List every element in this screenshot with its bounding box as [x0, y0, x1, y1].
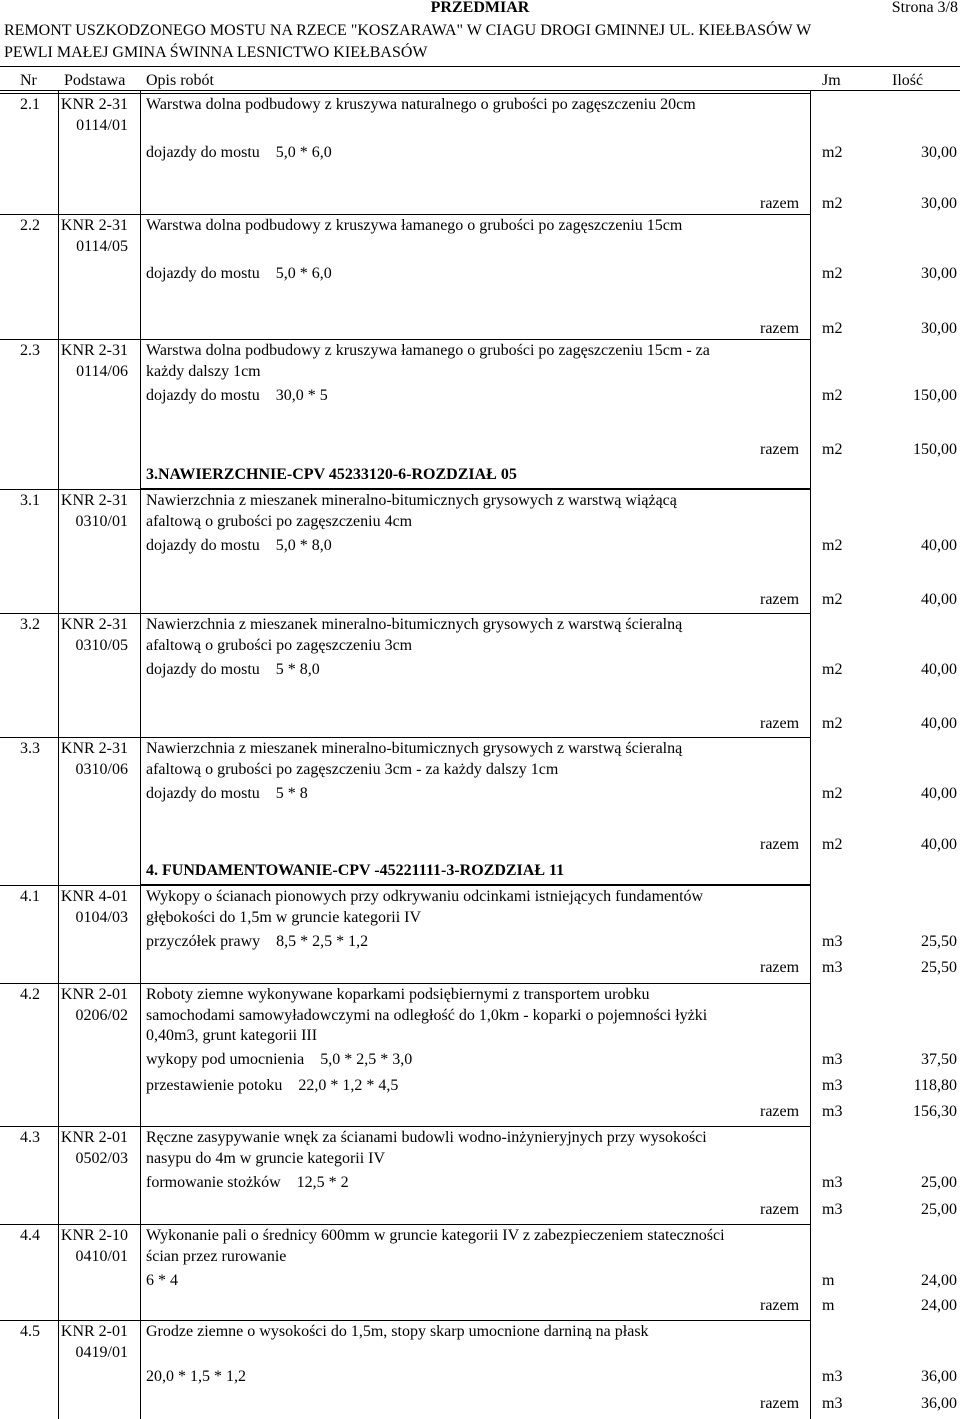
item-row-rule — [0, 1320, 810, 1321]
item-basis: KNR 2-31 — [60, 740, 128, 757]
calc-line — [146, 1272, 178, 1290]
item-description: Wykonanie pali o średnicy 600mm w gruncie kategorii IV z zabezpieczeniem stateczności — [146, 1227, 725, 1244]
calc-quantity: 37,50 — [921, 1051, 957, 1068]
calc-quantity: 24,00 — [921, 1272, 957, 1289]
column-header-opis: Opis robót — [146, 72, 214, 89]
razem-quantity: 36,00 — [921, 1395, 957, 1412]
item-basis: KNR 4-01 — [60, 888, 128, 905]
calc-label: dojazdy do mostu — [146, 265, 260, 282]
project-title-line-2: PEWLI MAŁEJ GMINA ŚWINNA LESNICTWO KIEŁBASÓW — [4, 44, 428, 61]
column-header-podstawa: Podstawa — [64, 72, 126, 89]
calc-unit: m3 — [822, 1077, 843, 1094]
item-description: afaltową o grubości po zagęszczeniu 3cm — [146, 636, 413, 654]
item-basis: 0114/05 — [76, 237, 128, 255]
calc-line — [146, 933, 368, 951]
page-number: Strona 3/8 — [891, 0, 958, 16]
calc-label: przestawienie potoku — [146, 1077, 283, 1094]
header-top-rule — [0, 66, 960, 67]
calc-line — [146, 661, 320, 679]
razem-quantity: 40,00 — [921, 715, 957, 732]
item-number: 2.2 — [20, 217, 40, 234]
section-title: 3.NAWIERZCHNIE-CPV 45233120-6-ROZDZIAŁ 05 — [146, 466, 517, 483]
item-basis: KNR 2-31 — [60, 96, 128, 113]
item-basis: 0206/02 — [75, 1006, 128, 1024]
calc-expression: 20,0 * 1,5 * 1,2 — [146, 1368, 246, 1385]
calc-line — [146, 1368, 246, 1386]
item-number: 3.2 — [20, 616, 40, 633]
calc-unit: m — [822, 1272, 835, 1289]
item-number: 4.1 — [20, 888, 40, 905]
item-basis: 0114/06 — [76, 362, 128, 380]
item-row-rule — [0, 93, 810, 94]
item-basis: KNR 2-31 — [60, 492, 128, 509]
item-description: Nawierzchnia z mieszanek mineralno-bitumicznych grysowych z warstwą ścieralną — [146, 616, 683, 633]
item-basis: 0419/01 — [75, 1343, 128, 1361]
item-basis: KNR 2-31 — [60, 616, 128, 633]
razem-label: razem — [760, 1297, 800, 1314]
item-description: Warstwa dolna podbudowy z kruszywa łamanego o grubości po zagęszczeniu 15cm — [146, 217, 683, 234]
razem-unit: m3 — [822, 959, 843, 976]
razem-unit: m2 — [822, 195, 843, 212]
calc-line — [146, 144, 332, 162]
calc-quantity: 40,00 — [921, 537, 957, 554]
razem-quantity: 25,00 — [921, 1201, 957, 1218]
item-number: 4.4 — [20, 1227, 40, 1244]
calc-quantity: 30,00 — [921, 144, 957, 161]
item-basis: KNR 2-01 — [60, 986, 128, 1003]
razem-label: razem — [760, 1395, 800, 1412]
razem-label: razem — [760, 195, 800, 212]
item-row-rule — [0, 1224, 810, 1225]
razem-label: razem — [760, 715, 800, 732]
calc-quantity: 150,00 — [913, 387, 957, 404]
item-description: Wykopy o ścianach pionowych przy odkrywaniu odcinkami istniejących fundamentów — [146, 888, 704, 905]
column-header-nr: Nr — [20, 72, 37, 89]
item-number: 4.2 — [20, 986, 40, 1003]
razem-quantity: 30,00 — [921, 195, 957, 212]
calc-expression: 30,0 * 5 — [275, 387, 328, 404]
calc-unit: m3 — [822, 1174, 843, 1191]
item-description: Roboty ziemne wykonywane koparkami podsiębiernymi z transportem urobku — [146, 986, 650, 1003]
calc-expression: 12,5 * 2 — [296, 1174, 349, 1191]
razem-quantity: 30,00 — [921, 320, 957, 337]
calc-quantity: 25,50 — [921, 933, 957, 950]
column-divider — [58, 90, 59, 1419]
calc-unit: m2 — [822, 537, 843, 554]
calc-quantity: 25,00 — [921, 1174, 957, 1191]
item-description: głębokości do 1,5m w gruncie kategorii IV — [146, 908, 422, 926]
razem-quantity: 24,00 — [921, 1297, 957, 1314]
calc-line — [146, 785, 308, 803]
calc-quantity: 118,80 — [913, 1077, 957, 1094]
item-basis: KNR 2-31 — [60, 342, 128, 359]
calc-line — [146, 387, 328, 405]
calc-unit: m2 — [822, 785, 843, 802]
item-description: samochodami samowyładowczymi na odległość do 1,0km - koparki o pojemności łyżki — [146, 1006, 708, 1024]
item-description: afaltową o grubości po zagęszczeniu 4cm — [146, 512, 413, 530]
calc-expression: 5,0 * 6,0 — [275, 265, 332, 282]
razem-unit: m2 — [822, 591, 843, 608]
razem-quantity: 40,00 — [921, 591, 957, 608]
section-title: 4. FUNDAMENTOWANIE-CPV -45221111-3-ROZDZIAŁ 11 — [146, 862, 565, 879]
item-description: Warstwa dolna podbudowy z kruszywa naturalnego o grubości po zagęszczeniu 20cm — [146, 96, 696, 113]
calc-label: przyczółek prawy — [146, 933, 261, 950]
razem-label: razem — [760, 591, 800, 608]
item-basis: KNR 2-01 — [60, 1129, 128, 1146]
item-basis: 0410/01 — [75, 1247, 128, 1265]
calc-unit: m2 — [822, 144, 843, 161]
item-description: ścian przez rurowanie — [146, 1247, 287, 1265]
calc-expression: 5 * 8,0 — [275, 661, 320, 678]
item-number: 4.3 — [20, 1129, 40, 1146]
item-row-rule — [0, 983, 810, 984]
item-row-rule — [0, 1126, 810, 1127]
item-number: 3.3 — [20, 740, 40, 757]
item-row-rule — [0, 737, 810, 738]
calc-expression: 5,0 * 6,0 — [275, 144, 332, 161]
item-basis: 0310/06 — [75, 760, 128, 778]
calc-line — [146, 1051, 412, 1069]
calc-label: dojazdy do mostu — [146, 661, 260, 678]
calc-quantity: 40,00 — [921, 785, 957, 802]
item-basis: KNR 2-01 — [60, 1323, 128, 1340]
item-row-rule — [0, 339, 810, 340]
razem-label: razem — [760, 1201, 800, 1218]
column-divider — [810, 90, 811, 1419]
razem-unit: m2 — [822, 715, 843, 732]
calc-expression: 8,5 * 2,5 * 1,2 — [276, 933, 369, 950]
item-description: Grodze ziemne o wysokości do 1,5m, stopy skarp umocnione darniną na płask — [146, 1323, 649, 1340]
item-basis: 0310/05 — [75, 636, 128, 654]
item-description: Nawierzchnia z mieszanek mineralno-bitumicznych grysowych z warstwą wiążącą — [146, 492, 677, 509]
razem-label: razem — [760, 836, 800, 853]
calc-label: dojazdy do mostu — [146, 785, 260, 802]
item-description: Ręczne zasypywanie wnęk za ścianami budowli wodno-inżynieryjnych przy wysokości — [146, 1129, 707, 1146]
item-description: każdy dalszy 1cm — [146, 362, 261, 380]
calc-unit: m3 — [822, 1051, 843, 1068]
item-number: 3.1 — [20, 492, 40, 509]
razem-quantity: 40,00 — [921, 836, 957, 853]
calc-expression: 5,0 * 2,5 * 3,0 — [320, 1051, 413, 1068]
item-row-rule — [0, 214, 810, 215]
razem-unit: m3 — [822, 1201, 843, 1218]
calc-unit: m2 — [822, 265, 843, 282]
item-basis: 0310/01 — [75, 512, 128, 530]
item-number: 2.1 — [20, 96, 40, 113]
razem-label: razem — [760, 1103, 800, 1120]
calc-line — [146, 265, 332, 283]
razem-unit: m2 — [822, 320, 843, 337]
item-description: afaltową o grubości po zagęszczeniu 3cm - za każdy dalszy 1cm — [146, 760, 559, 778]
razem-label: razem — [760, 320, 800, 337]
item-row-rule — [0, 885, 810, 886]
calc-expression: 6 * 4 — [146, 1272, 178, 1289]
column-header-jm: Jm — [822, 72, 841, 89]
razem-unit: m3 — [822, 1395, 843, 1412]
calc-quantity: 40,00 — [921, 661, 957, 678]
calc-expression: 22,0 * 1,2 * 4,5 — [298, 1077, 399, 1094]
razem-label: razem — [760, 441, 800, 458]
razem-label: razem — [760, 959, 800, 976]
item-basis: KNR 2-31 — [60, 217, 128, 234]
calc-unit: m3 — [822, 933, 843, 950]
item-number: 4.5 — [20, 1323, 40, 1340]
project-title-line-1: REMONT USZKODZONEGO MOSTU NA RZECE "KOSZARAWA" W CIAGU DROGI GMINNEJ UL. KIEŁBASÓW W — [4, 22, 812, 39]
razem-unit: m — [822, 1297, 835, 1314]
item-description: Nawierzchnia z mieszanek mineralno-bitumicznych grysowych z warstwą ścieralną — [146, 740, 683, 757]
item-basis: 0502/03 — [75, 1149, 128, 1167]
item-description: Warstwa dolna podbudowy z kruszywa łamanego o grubości po zagęszczeniu 15cm - za — [146, 342, 710, 359]
calc-quantity: 36,00 — [921, 1368, 957, 1385]
column-header-ilosc: Ilość — [892, 72, 924, 89]
calc-label: dojazdy do mostu — [146, 537, 260, 554]
item-description: 0,40m3, grunt kategorii III — [146, 1027, 318, 1044]
razem-unit: m2 — [822, 836, 843, 853]
item-basis: 0104/03 — [75, 908, 128, 926]
item-row-rule — [0, 613, 810, 614]
item-number: 2.3 — [20, 342, 40, 359]
item-description: nasypu do 4m w gruncie kategorii IV — [146, 1149, 386, 1167]
razem-quantity: 150,00 — [913, 441, 957, 458]
calc-expression: 5 * 8 — [275, 785, 308, 802]
header-bottom-rule — [0, 90, 960, 91]
razem-unit: m3 — [822, 1103, 843, 1120]
calc-line — [146, 1077, 398, 1095]
razem-quantity: 25,50 — [921, 959, 957, 976]
column-divider — [140, 90, 141, 1419]
calc-line — [146, 537, 332, 555]
item-basis: 0114/01 — [76, 116, 128, 134]
calc-quantity: 30,00 — [921, 265, 957, 282]
item-row-rule — [0, 489, 810, 490]
calc-label: wykopy pod umocnienia — [146, 1051, 305, 1068]
calc-unit: m2 — [822, 387, 843, 404]
calc-unit: m2 — [822, 661, 843, 678]
document-title: PRZEDMIAR — [430, 0, 530, 16]
calc-unit: m3 — [822, 1368, 843, 1385]
calc-label: dojazdy do mostu — [146, 387, 260, 404]
calc-label: dojazdy do mostu — [146, 144, 260, 161]
razem-quantity: 156,30 — [913, 1103, 957, 1120]
calc-expression: 5,0 * 8,0 — [275, 537, 332, 554]
calc-line — [146, 1174, 349, 1192]
razem-unit: m2 — [822, 441, 843, 458]
item-basis: KNR 2-10 — [60, 1227, 128, 1244]
calc-label: formowanie stożków — [146, 1174, 281, 1191]
